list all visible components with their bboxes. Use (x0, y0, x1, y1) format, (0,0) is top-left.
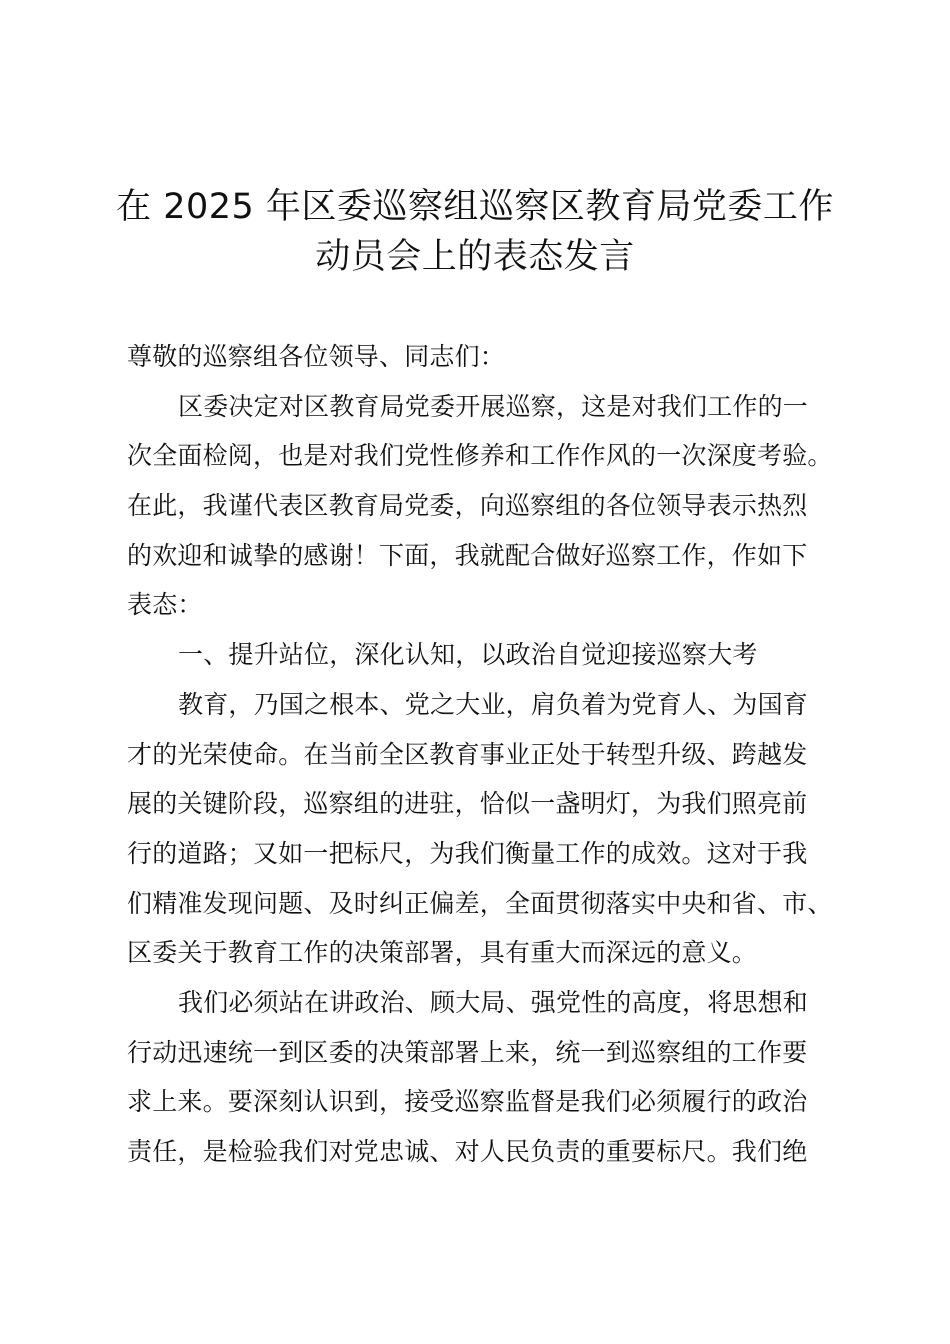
section-heading: 一、提升站位，深化认知，以政治自觉迎接巡察大考 (178, 640, 758, 670)
paragraph-line: 才的光荣使命。在当前全区教育事业正处于转型升级、跨越发 (127, 739, 808, 769)
paragraph-line: 区委决定对区教育局党委开展巡察，这是对我们工作的一 (178, 391, 809, 421)
paragraph-line: 教育，乃国之根本、党之大业，肩负着为党育人、为国育 (178, 689, 809, 719)
paragraph-line: 们精准发现问题、及时纠正偏差，全面贯彻落实中央和省、市、 (127, 888, 833, 918)
paragraph-line: 在此，我谨代表区教育局党委，向巡察组的各位领导表示热烈 (127, 491, 808, 521)
paragraph-line: 区委关于教育工作的决策部署，具有重大而深远的意义。 (127, 938, 758, 968)
paragraph-line: 责任，是检验我们对党忠诚、对人民负责的重要标尺。我们绝 (127, 1137, 808, 1166)
document-title-line-2: 动员会上的表态发言 (315, 237, 635, 277)
paragraph-line: 我们必须站在讲政治、顾大局、强党性的高度，将思想和 (178, 987, 809, 1017)
document-title-line-1: 在 2025 年区委巡察组巡察区教育局党委工作 (116, 187, 834, 227)
paragraph-line: 求上来。要深刻认识到，接受巡察监督是我们必须履行的政治 (127, 1087, 808, 1117)
paragraph-line: 表态： (127, 590, 203, 620)
paragraph-line: 展的关键阶段，巡察组的进驻，恰似一盏明灯，为我们照亮前 (127, 789, 808, 819)
document-body (127, 332, 847, 1177)
paragraph-line: 次全面检阅，也是对我们党性修养和工作作风的一次深度考验。 (127, 441, 833, 471)
paragraph-line: 行的道路；又如一把标尺，为我们衡量工作的成效。这对于我 (127, 838, 808, 868)
paragraph-line: 的欢迎和诚挚的感谢！下面，我就配合做好巡察工作，作如下 (127, 540, 808, 570)
paragraph-line: 行动迅速统一到区委的决策部署上来，统一到巡察组的工作要 (127, 1037, 808, 1067)
salutation: 尊敬的巡察组各位领导、同志们： (127, 342, 506, 371)
